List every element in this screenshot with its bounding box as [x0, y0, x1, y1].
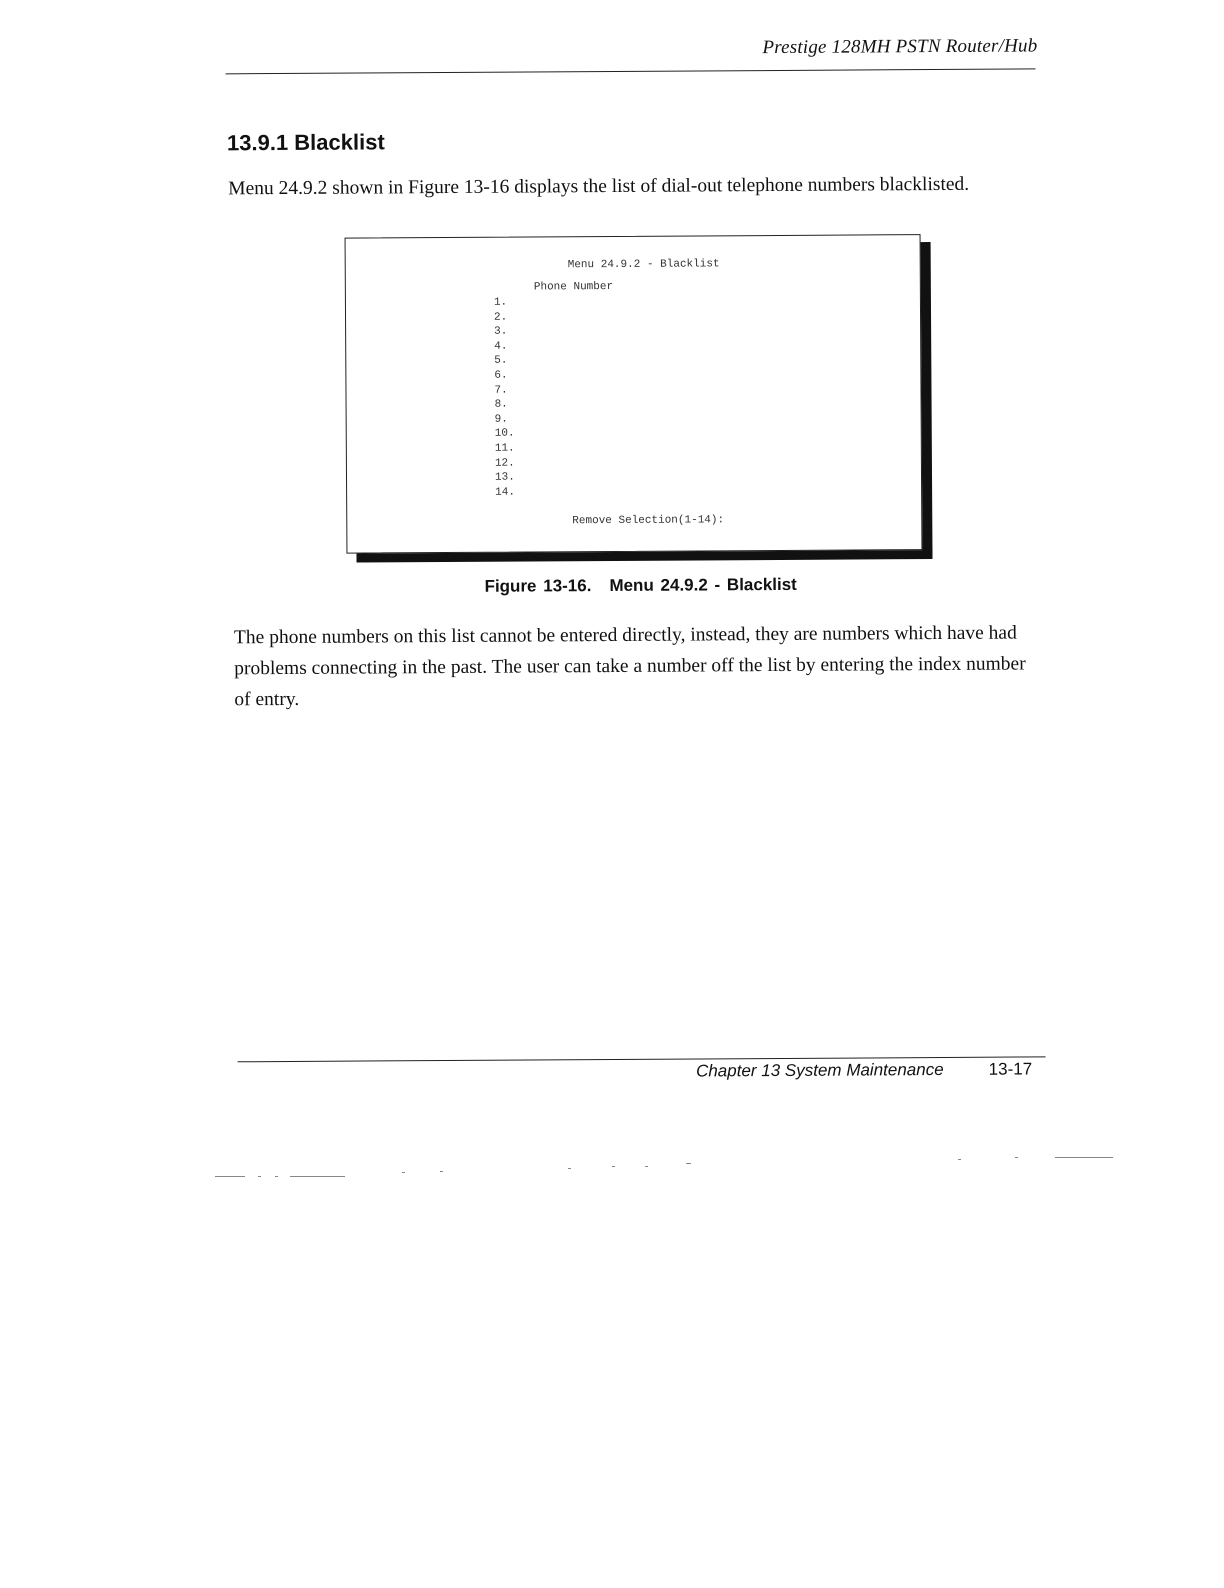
phone-number-column-header: Phone Number	[533, 280, 614, 294]
body-paragraph: The phone numbers on this list cannot be entered directly, instead, they are numbers which have had problems connecting in the past. The user can take a number off the list by entering the index number of entry.	[233, 622, 1026, 711]
blacklist-row-index: 13.	[494, 471, 515, 484]
blacklist-row-index: 6.	[494, 369, 508, 382]
remove-selection-prompt: Remove Selection(1-14):	[572, 514, 725, 528]
blacklist-row-index: 9.	[494, 413, 508, 426]
figure-caption-title: Menu 24.9.2 - Blacklist	[609, 574, 797, 596]
figure-caption-number: Figure 13-16.	[484, 576, 592, 596]
blacklist-row-index: 8.	[494, 398, 508, 411]
blacklist-row-index: 14.	[495, 486, 515, 499]
blacklist-row-index: 2.	[493, 311, 508, 324]
blacklist-row-index: 5.	[494, 355, 508, 368]
blacklist-row-index: 3.	[494, 325, 508, 338]
intro-paragraph: Menu 24.9.2 shown in Figure 13-16 displays the list of dial-out telephone numbers blacklisted.	[228, 173, 970, 200]
menu-title: Menu 24.9.2 - Blacklist	[567, 258, 720, 272]
section-heading: 13.9.1 Blacklist	[226, 129, 385, 156]
blacklist-row-index: 7.	[494, 384, 508, 397]
blacklist-row-index: 12.	[494, 457, 515, 470]
footer-page-number: 13-17	[988, 1059, 1033, 1079]
blacklist-row-index: 4.	[494, 340, 508, 353]
running-header: Prestige 128MH PSTN Router/Hub	[762, 35, 1038, 59]
blacklist-row-index: 10.	[494, 427, 515, 441]
blacklist-row-index: 1.	[493, 296, 508, 309]
footer-chapter: Chapter 13 System Maintenance	[695, 1059, 944, 1081]
blacklist-row-index: 11.	[494, 442, 515, 455]
